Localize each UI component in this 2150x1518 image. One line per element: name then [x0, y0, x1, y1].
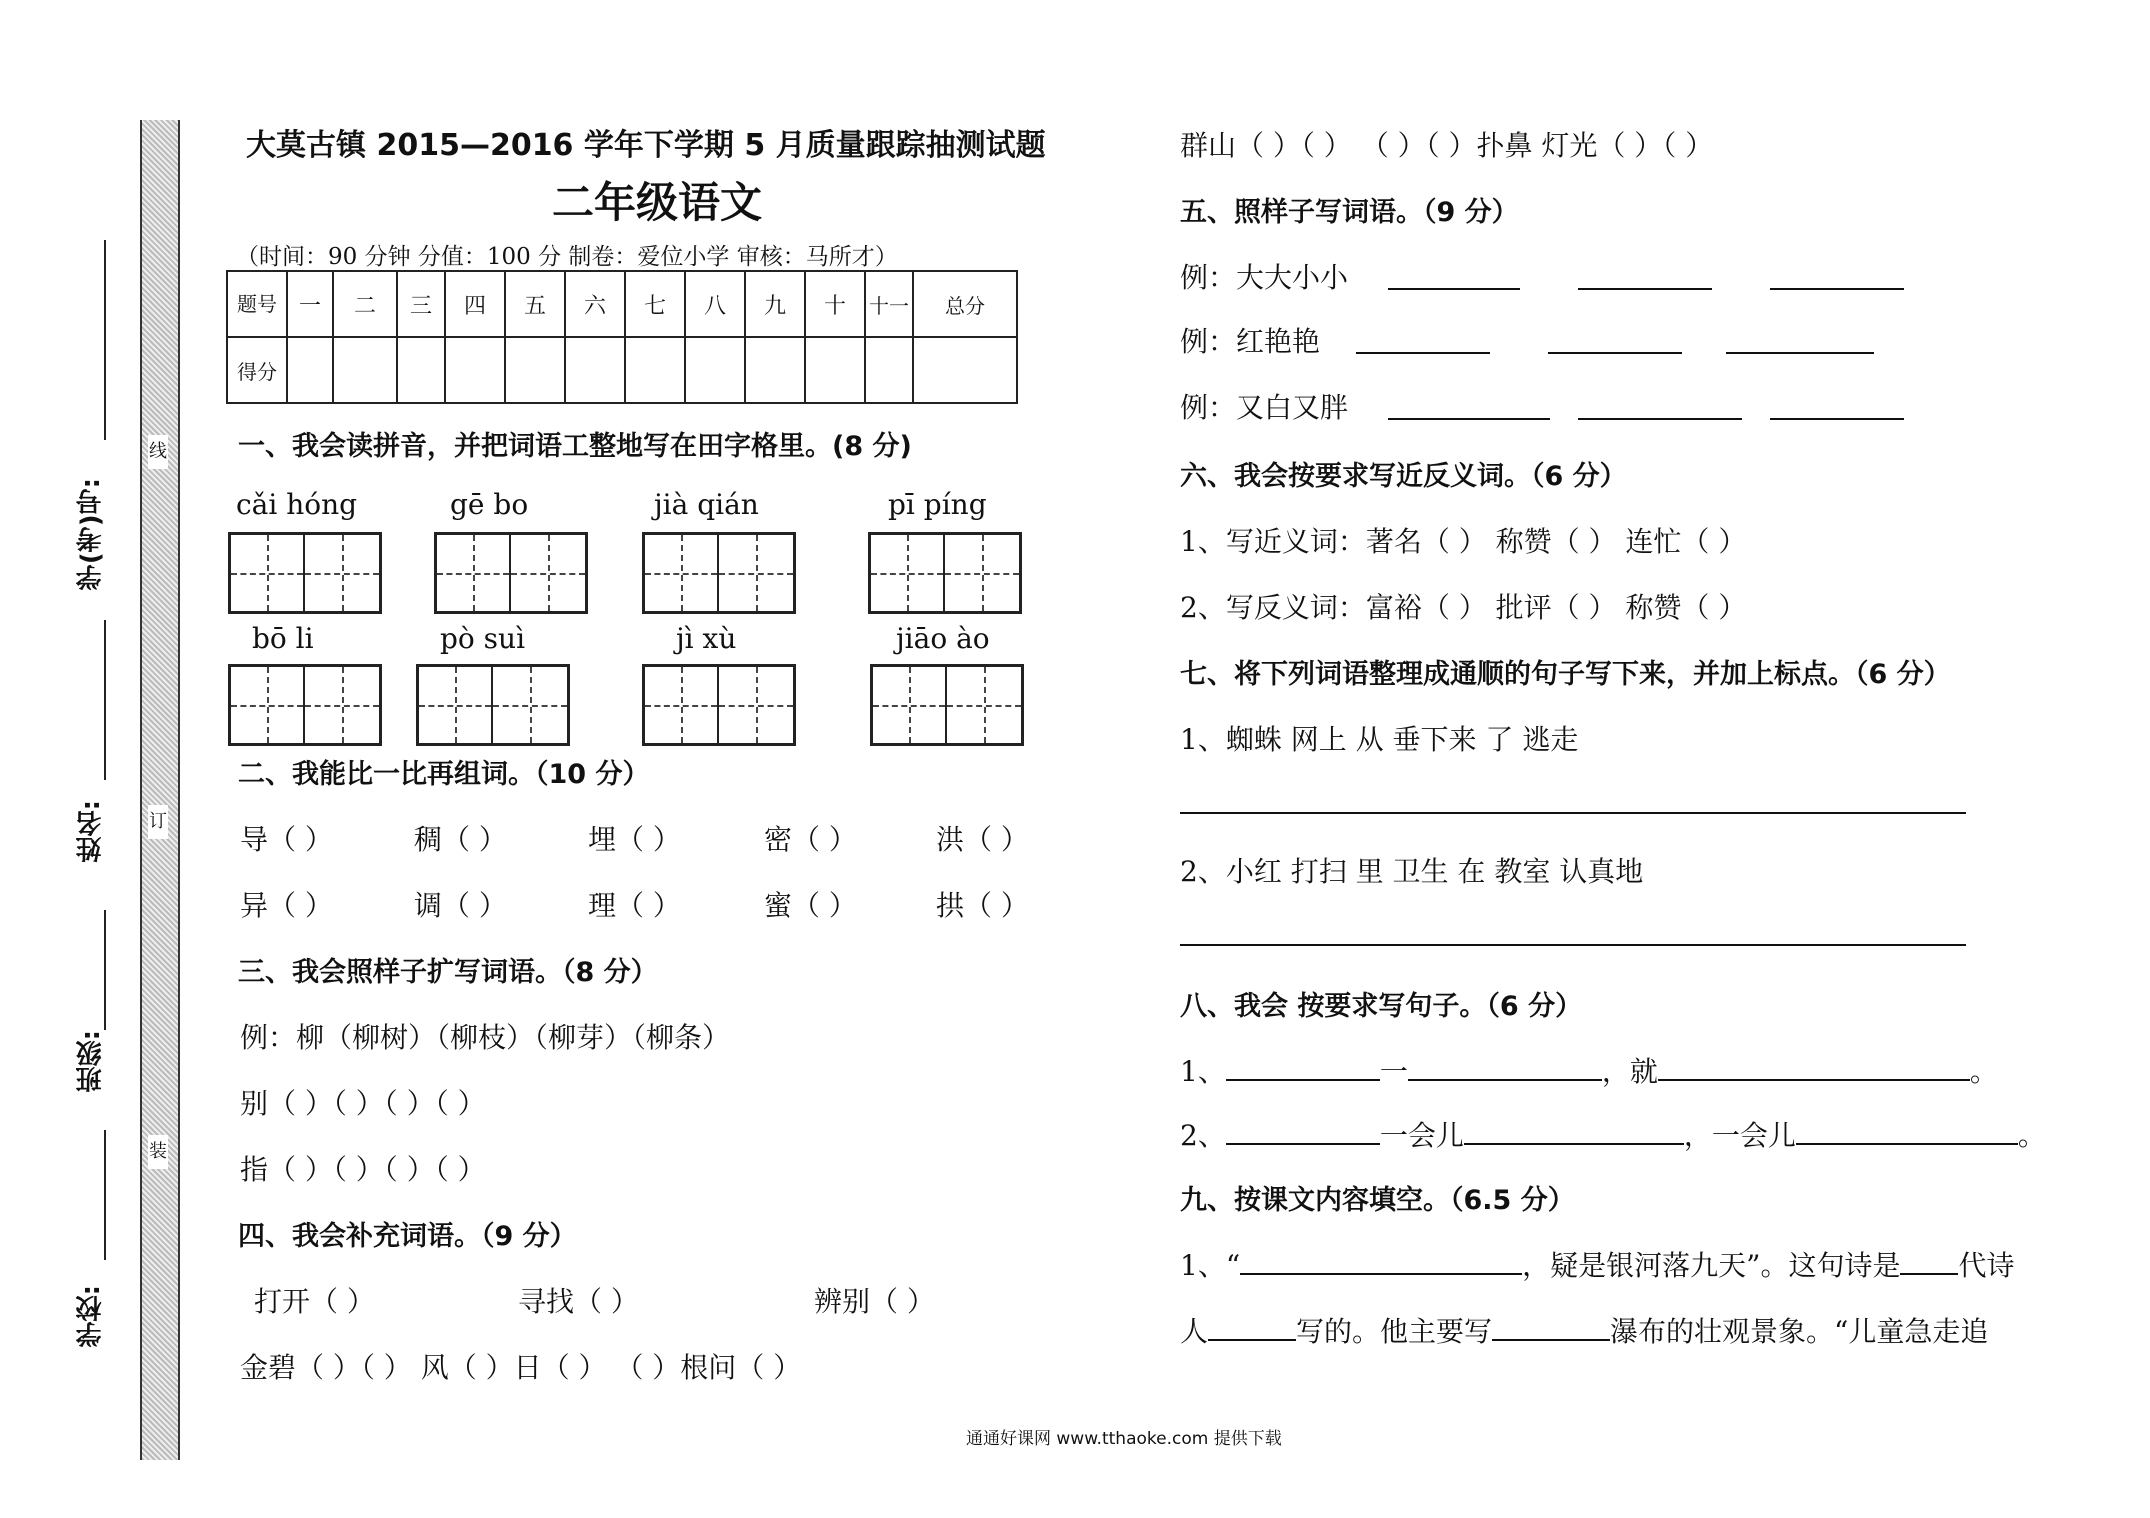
- score-cell[interactable]: [397, 337, 445, 403]
- score-cell[interactable]: [287, 337, 333, 403]
- q8-s1-end: 。: [1969, 1055, 1998, 1088]
- q2-title: 二、我能比一比再组词。（10 分）: [238, 759, 650, 790]
- footer-credit: 通通好课网 www.tthaoke.com 提供下载: [966, 1429, 1282, 1449]
- exam-title: 大莫古镇 2015—2016 学年下学期 5 月质量跟踪抽测试题: [246, 128, 1046, 163]
- answer-blank[interactable]: [1900, 1247, 1958, 1275]
- q4-title: 四、我会补充词语。（9 分）: [238, 1221, 577, 1252]
- answer-blank[interactable]: [1796, 1117, 2018, 1145]
- answer-line[interactable]: [1726, 352, 1874, 354]
- answer-line[interactable]: [1180, 944, 1966, 946]
- col-11: 十一: [865, 271, 913, 337]
- student-no-label: 学(考)号:: [76, 478, 106, 591]
- score-cell[interactable]: [805, 337, 865, 403]
- col-5: 五: [505, 271, 565, 337]
- q8-title: 八、我会 按要求写句子。（6 分）: [1180, 991, 1583, 1022]
- school-line[interactable]: [104, 1130, 106, 1260]
- bind-mark-zhuang: 装: [148, 1135, 168, 1169]
- q2-row2-item: 拱（ ）: [936, 889, 1029, 922]
- answer-blank[interactable]: [1240, 1247, 1522, 1275]
- col-1: 一: [287, 271, 333, 337]
- q1-title: 一、我会读拼音，并把词语工整地写在田字格里。(8 分): [238, 431, 912, 462]
- q4-row1-item: 辨别（ ）: [814, 1285, 935, 1318]
- col-7: 七: [625, 271, 685, 337]
- bind-mark-line: 线: [148, 435, 168, 469]
- q2-row1-item: 导（ ）: [240, 823, 333, 856]
- answer-line[interactable]: [1356, 352, 1490, 354]
- score-head-score: 得分: [227, 337, 287, 403]
- tianzige-7[interactable]: [642, 664, 796, 746]
- answer-line[interactable]: [1578, 288, 1712, 290]
- score-cell[interactable]: [505, 337, 565, 403]
- name-label: 姓名:: [76, 800, 106, 863]
- q3-row1: 别（ ）（ ）（ ）（ ）: [240, 1087, 486, 1120]
- q8-sentence-1: [1180, 1050, 1998, 1090]
- q9-l1-mid: ，疑是银河落九天”。这句诗是: [1522, 1249, 1901, 1282]
- pinyin-6: pò suì: [440, 622, 526, 655]
- q7-sentence-1: 1、蜘蛛 网上 从 垂下来 了 逃走: [1180, 723, 1579, 756]
- col-8: 八: [685, 271, 745, 337]
- score-cell[interactable]: [685, 337, 745, 403]
- q2-row2-item: 异（ ）: [240, 889, 333, 922]
- answer-blank[interactable]: [1226, 1117, 1380, 1145]
- score-cell[interactable]: [333, 337, 397, 403]
- q2-row2-item: 蜜（ ）: [764, 889, 857, 922]
- q3-example: 例：柳（柳树）（柳枝）（柳芽）（柳条）: [240, 1021, 731, 1054]
- q3-title: 三、我会照样子扩写词语。（8 分）: [238, 957, 658, 988]
- pinyin-7: jì xù: [676, 622, 737, 655]
- col-total: 总分: [913, 271, 1017, 337]
- q6-row1: 1、写近义词：著名（ ） 称赞（ ） 连忙（ ）: [1180, 525, 1747, 558]
- q2-row1-item: 稠（ ）: [414, 823, 507, 856]
- tianzige-1[interactable]: [228, 532, 382, 614]
- q4-row2: 金碧（ ）（ ） 风（ ）日（ ） （ ）根问（ ）: [240, 1351, 802, 1384]
- score-cell[interactable]: [745, 337, 805, 403]
- answer-line[interactable]: [1770, 288, 1904, 290]
- name-line[interactable]: [104, 620, 106, 780]
- answer-line[interactable]: [1548, 352, 1682, 354]
- pinyin-3: jià qián: [654, 488, 759, 521]
- score-cell[interactable]: [445, 337, 505, 403]
- tianzige-4[interactable]: [868, 532, 1022, 614]
- q9-l1-start: 1、“: [1180, 1249, 1241, 1282]
- score-cell[interactable]: [625, 337, 685, 403]
- answer-blank[interactable]: [1492, 1313, 1610, 1341]
- q2-row2-item: 调（ ）: [414, 889, 507, 922]
- q8-s2-end: 。: [2017, 1119, 2046, 1152]
- school-label: 学校:: [76, 1285, 106, 1348]
- q4-row1-item: 寻找（ ）: [518, 1285, 639, 1318]
- col-6: 六: [565, 271, 625, 337]
- q2-row1-item: 密（ ）: [764, 823, 857, 856]
- q8-sentence-2: [1180, 1114, 2046, 1154]
- tianzige-6[interactable]: [416, 664, 570, 746]
- col-2: 二: [333, 271, 397, 337]
- col-3: 三: [397, 271, 445, 337]
- q8-s2-word1: 一会儿: [1379, 1119, 1464, 1152]
- answer-blank[interactable]: [1464, 1117, 1684, 1145]
- answer-blank[interactable]: [1208, 1313, 1296, 1341]
- pinyin-8: jiāo ào: [896, 622, 990, 655]
- q4-continued: 群山（ ）（ ） （ ）（ ）扑鼻 灯光（ ）（ ）: [1180, 129, 1714, 162]
- tianzige-8[interactable]: [870, 664, 1024, 746]
- q8-s1-word2: ，就: [1601, 1055, 1658, 1088]
- q2-row1-item: 埋（ ）: [588, 823, 681, 856]
- q9-line-2: [1180, 1310, 1988, 1350]
- q2-row1-item: 洪（ ）: [936, 823, 1029, 856]
- col-4: 四: [445, 271, 505, 337]
- answer-blank[interactable]: [1226, 1053, 1380, 1081]
- q6-row2: 2、写反义词：富裕（ ） 批评（ ） 称赞（ ）: [1180, 591, 1747, 624]
- score-table: [226, 270, 1018, 404]
- pinyin-4: pī píng: [888, 488, 987, 521]
- q8-s2-word2: ，一会儿: [1683, 1119, 1796, 1152]
- q9-l1-end: 代诗: [1958, 1249, 2015, 1282]
- class-label: 班级:: [76, 1030, 106, 1093]
- binding-strip: [140, 120, 180, 1460]
- col-9: 九: [745, 271, 805, 337]
- q9-line-1: [1180, 1244, 2014, 1284]
- q9-title: 九、按课文内容填空。（6.5 分）: [1180, 1185, 1575, 1216]
- tianzige-2[interactable]: [434, 532, 588, 614]
- col-10: 十: [805, 271, 865, 337]
- tianzige-5[interactable]: [228, 664, 382, 746]
- pinyin-2: gē bo: [450, 488, 529, 521]
- class-line[interactable]: [104, 910, 106, 1030]
- student-no-line[interactable]: [104, 240, 106, 440]
- answer-line[interactable]: [1180, 812, 1966, 814]
- q5-example-3: 例：又白又胖: [1180, 391, 1349, 424]
- score-cell[interactable]: [565, 337, 625, 403]
- q5-example-2: 例：红艳艳: [1180, 325, 1321, 358]
- answer-blank[interactable]: [1408, 1053, 1602, 1081]
- q6-title: 六、我会按要求写近反义词。（6 分）: [1180, 461, 1627, 492]
- answer-line[interactable]: [1388, 418, 1550, 420]
- score-head-number: 题号: [227, 271, 287, 337]
- pinyin-5: bō li: [252, 622, 314, 655]
- q7-title: 七、将下列词语整理成通顺的句子写下来，并加上标点。（6 分）: [1180, 659, 1951, 690]
- q9-l2-start: 人: [1180, 1315, 1209, 1348]
- q3-row2: 指（ ）（ ）（ ）（ ）: [240, 1153, 486, 1186]
- q8-s1-word1: 一: [1379, 1055, 1408, 1088]
- pinyin-1: cǎi hóng: [236, 488, 358, 521]
- bind-mark-ding: 订: [148, 805, 168, 839]
- q9-l2-end: 瀑布的壮观景象。“儿童急走追: [1610, 1315, 1989, 1348]
- q5-example-1: 例：大大小小: [1180, 261, 1349, 294]
- tianzige-3[interactable]: [642, 532, 796, 614]
- answer-line[interactable]: [1770, 418, 1904, 420]
- exam-subtitle: 二年级语文: [552, 178, 763, 227]
- q9-l2-mid: 写的。他主要写: [1296, 1315, 1493, 1348]
- q2-row2-item: 理（ ）: [588, 889, 681, 922]
- q7-sentence-2: 2、小红 打扫 里 卫生 在 教室 认真地: [1180, 855, 1644, 888]
- q5-title: 五、照样子写词语。（9 分）: [1180, 197, 1519, 228]
- score-cell[interactable]: [913, 337, 1017, 403]
- exam-info: （时间：90 分钟 分值：100 分 制卷：爱位小学 审核：马所才）: [236, 244, 898, 270]
- q8-s2-num: 2、: [1180, 1119, 1226, 1152]
- q4-row1-item: 打开（ ）: [254, 1285, 375, 1318]
- answer-line[interactable]: [1388, 288, 1520, 290]
- answer-line[interactable]: [1578, 418, 1742, 420]
- answer-blank[interactable]: [1658, 1053, 1970, 1081]
- score-cell[interactable]: [865, 337, 913, 403]
- q8-s1-num: 1、: [1180, 1055, 1226, 1088]
